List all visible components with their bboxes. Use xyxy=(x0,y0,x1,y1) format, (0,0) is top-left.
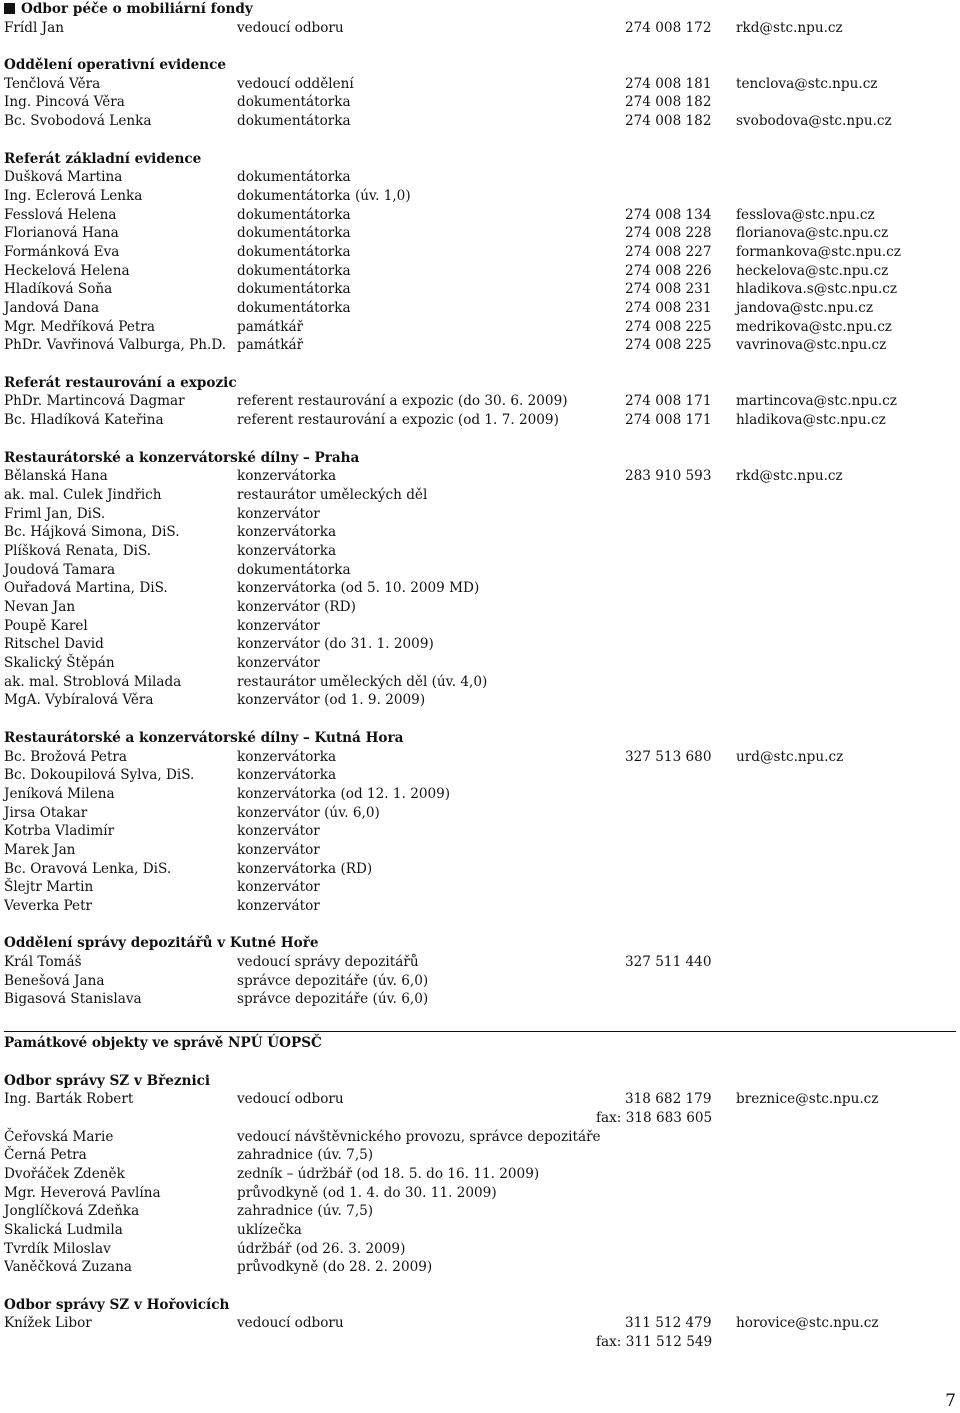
staff-row xyxy=(4,598,956,617)
staff-email[interactable]: svobodova@stc.npu.cz xyxy=(736,113,892,130)
staff-row xyxy=(4,1184,956,1203)
staff-row xyxy=(4,1146,956,1165)
staff-phone: 274 008 182 xyxy=(625,94,712,111)
staff-name: Frídl Jan xyxy=(4,19,64,36)
staff-email[interactable]: fesslova@stc.npu.cz xyxy=(736,206,875,223)
section-spacer xyxy=(4,355,956,374)
staff-email[interactable]: vavrinova@stc.npu.cz xyxy=(736,337,887,354)
staff-email[interactable]: hladikova.s@stc.npu.cz xyxy=(736,281,898,298)
staff-row xyxy=(4,19,956,38)
staff-email[interactable]: urd@stc.npu.cz xyxy=(736,748,844,765)
staff-role: dokumentátorka xyxy=(237,113,351,130)
part-two-rule xyxy=(4,1031,956,1053)
staff-role: správce depozitáře (úv. 6,0) xyxy=(237,991,429,1008)
staff-role: konzervátor (RD) xyxy=(237,599,356,615)
staff-role: dokumentátorka xyxy=(237,262,351,279)
staff-name: Mgr. Medříková Petra xyxy=(4,318,155,335)
staff-row xyxy=(4,822,956,841)
staff-role: konzervátorka (od 5. 10. 2009 MD) xyxy=(237,580,480,597)
staff-role: konzervátorka xyxy=(237,524,337,541)
staff-row xyxy=(4,299,956,318)
staff-role: vedoucí návštěvnického provozu, správce depozitáře xyxy=(237,1128,601,1145)
staff-phone: 274 008 171 xyxy=(625,393,712,410)
staff-name: Plíšková Renata, DiS. xyxy=(4,542,152,559)
staff-name: Joudová Tamara xyxy=(4,561,116,578)
staff-phone: 274 008 225 xyxy=(625,337,712,354)
staff-row xyxy=(4,112,956,131)
staff-role: vedoucí odboru xyxy=(237,1091,344,1108)
staff-role: průvodkyně (od 1. 4. do 30. 11. 2009) xyxy=(237,1184,497,1201)
staff-role: dokumentátorka xyxy=(237,169,351,186)
staff-name: Skalická Ludmila xyxy=(4,1222,123,1238)
staff-name: Formánková Eva xyxy=(4,243,120,260)
staff-name: Jonglíčková Zdeňka xyxy=(4,1203,140,1220)
section-title-text: Oddělení správy depozitářů v Kutné Hoře xyxy=(4,935,319,952)
staff-phone: 274 008 231 xyxy=(625,281,712,298)
staff-row xyxy=(4,505,956,524)
staff-name: Tenčlová Věra xyxy=(4,75,101,92)
staff-role: konzervátor (od 1. 9. 2009) xyxy=(237,692,426,709)
staff-row xyxy=(4,785,956,804)
staff-role: konzervátor (do 31. 1. 2009) xyxy=(237,636,434,653)
staff-role: dokumentátorka xyxy=(237,94,351,111)
staff-name: Dvořáček Zdeněk xyxy=(4,1165,125,1182)
staff-phone: 274 008 182 xyxy=(625,113,712,130)
staff-row xyxy=(4,187,956,206)
staff-role: dokumentátorka (úv. 1,0) xyxy=(237,187,411,204)
section-title-text: Oddělení operativní evidence xyxy=(4,57,227,74)
staff-name: Bc. Hájková Simona, DiS. xyxy=(4,524,180,541)
staff-row xyxy=(4,467,956,486)
staff-name: Marek Jan xyxy=(4,841,76,858)
staff-row xyxy=(4,841,956,860)
staff-row xyxy=(4,1333,956,1352)
staff-row xyxy=(4,93,956,112)
staff-role: referent restaurování a expozic (od 1. 7. 2009) xyxy=(237,412,559,429)
section-spacer xyxy=(4,131,956,150)
staff-name: Bc. Brožová Petra xyxy=(4,748,128,765)
staff-phone: 274 008 181 xyxy=(625,75,712,92)
staff-name: Vaněčková Zuzana xyxy=(4,1259,132,1276)
staff-role: konzervátor (úv. 6,0) xyxy=(237,804,380,821)
staff-name: Nevan Jan xyxy=(4,599,76,615)
section-title-text: Odbor správy SZ v Hořovicích xyxy=(4,1296,230,1313)
staff-phone: 327 513 680 xyxy=(625,748,712,765)
section-title-odbor-spravy-sz-v-horovicich xyxy=(4,1296,956,1315)
part-two xyxy=(4,1072,956,1352)
staff-name: Mgr. Heverová Pavlína xyxy=(4,1184,161,1201)
directory-document xyxy=(4,0,956,1352)
staff-row xyxy=(4,561,956,580)
staff-name: Jandová Dana xyxy=(4,300,100,316)
staff-phone: 274 008 225 xyxy=(625,318,712,335)
staff-role: konzervátor xyxy=(237,617,320,634)
section-title-text: Odbor správy SZ v Březnici xyxy=(4,1072,211,1089)
staff-row xyxy=(4,1314,956,1333)
staff-row xyxy=(4,542,956,561)
staff-email[interactable]: breznice@stc.npu.cz xyxy=(736,1091,879,1108)
staff-row xyxy=(4,878,956,897)
staff-name: Friml Jan, DiS. xyxy=(4,505,106,522)
staff-fax: fax: 318 683 605 xyxy=(596,1109,713,1126)
part-one xyxy=(4,0,956,1009)
staff-role: vedoucí oddělení xyxy=(237,75,354,92)
staff-row xyxy=(4,804,956,823)
section-title-oddeleni-spravy-depozitaru-v-kutne-hore xyxy=(4,934,956,953)
staff-role: památkář xyxy=(237,318,304,335)
staff-name: PhDr. Vavřinová Valburga, Ph.D. xyxy=(4,337,227,354)
staff-name: Bc. Oravová Lenka, DiS. xyxy=(4,860,172,877)
staff-row xyxy=(4,691,956,710)
staff-name: Ouřadová Martina, DiS. xyxy=(4,580,168,597)
staff-role: konzervátor xyxy=(237,879,320,896)
staff-name: Dušková Martina xyxy=(4,169,123,186)
section-spacer xyxy=(4,1277,956,1296)
staff-email[interactable]: formankova@stc.npu.cz xyxy=(736,243,901,260)
staff-row xyxy=(4,1090,956,1109)
staff-name: Benešová Jana xyxy=(4,972,105,989)
section-spacer xyxy=(4,710,956,729)
staff-row xyxy=(4,953,956,972)
staff-role: památkář xyxy=(237,337,304,354)
staff-email[interactable]: rkd@stc.npu.cz xyxy=(736,19,843,36)
staff-email[interactable]: rkd@stc.npu.cz xyxy=(736,468,843,485)
staff-row xyxy=(4,673,956,692)
staff-row xyxy=(4,523,956,542)
staff-role: konzervátorka (RD) xyxy=(237,860,373,877)
staff-name: Heckelová Helena xyxy=(4,262,130,279)
part-two-title: Památkové objekty ve správě NPÚ ÚOPSČ xyxy=(4,1035,322,1052)
staff-name: Skalický Štěpán xyxy=(4,655,115,672)
staff-role: vedoucí odboru xyxy=(237,19,344,36)
staff-role: konzervátor xyxy=(237,898,320,914)
staff-row xyxy=(4,206,956,225)
staff-role: dokumentátorka xyxy=(237,300,351,316)
staff-row xyxy=(4,897,956,916)
staff-role: dokumentátorka xyxy=(237,206,351,223)
staff-name: Král Tomáš xyxy=(4,954,82,971)
staff-role: konzervátorka xyxy=(237,542,337,559)
staff-name: Bc. Hladíková Kateřina xyxy=(4,412,164,429)
staff-role: zahradnice (úv. 7,5) xyxy=(237,1203,374,1220)
staff-role: vedoucí správy depozitářů xyxy=(237,954,419,971)
staff-name: PhDr. Martincová Dagmar xyxy=(4,393,185,410)
staff-phone: 274 008 227 xyxy=(625,243,712,260)
staff-role: dokumentátorka xyxy=(237,243,351,260)
section-title-odbor-spravy-sz-v-breznici xyxy=(4,1072,956,1091)
page-number: 7 xyxy=(945,1391,956,1411)
staff-row xyxy=(4,654,956,673)
staff-row xyxy=(4,1221,956,1240)
spacer xyxy=(4,1053,956,1072)
staff-phone: 274 008 231 xyxy=(625,300,712,316)
staff-row xyxy=(4,990,956,1009)
staff-role: správce depozitáře (úv. 6,0) xyxy=(237,972,429,989)
staff-row xyxy=(4,1202,956,1221)
staff-name: Kotrba Vladimír xyxy=(4,823,115,840)
staff-row xyxy=(4,1258,956,1277)
staff-name: Poupě Karel xyxy=(4,617,88,634)
staff-name: Čeřovská Marie xyxy=(4,1128,114,1145)
staff-email[interactable]: hladikova@stc.npu.cz xyxy=(736,412,886,429)
staff-row xyxy=(4,392,956,411)
staff-email[interactable]: heckelova@stc.npu.cz xyxy=(736,262,889,279)
staff-row xyxy=(4,1240,956,1259)
staff-row xyxy=(4,243,956,262)
section-title-odbor-pece-o-mobiliarni-fondy xyxy=(4,0,956,19)
staff-name: Bigasová Stanislava xyxy=(4,991,142,1008)
staff-name: Šlejtr Martin xyxy=(4,879,94,896)
staff-role: konzervátor xyxy=(237,655,320,672)
staff-name: Knížek Libor xyxy=(4,1315,92,1332)
staff-email[interactable]: horovice@stc.npu.cz xyxy=(736,1315,879,1332)
staff-row xyxy=(4,635,956,654)
staff-row xyxy=(4,336,956,355)
staff-row xyxy=(4,75,956,94)
staff-role: konzervátorka xyxy=(237,748,337,765)
staff-row xyxy=(4,579,956,598)
staff-row xyxy=(4,617,956,636)
staff-role: dokumentátorka xyxy=(237,561,351,578)
staff-row xyxy=(4,318,956,337)
staff-name: Ing. Barták Robert xyxy=(4,1091,134,1108)
staff-row xyxy=(4,860,956,879)
section-title-text: Referát restaurování a expozic xyxy=(4,374,237,391)
staff-phone: 274 008 171 xyxy=(625,412,712,429)
section-title-text: Referát základní evidence xyxy=(4,150,202,167)
staff-name: Bc. Dokoupilová Sylva, DiS. xyxy=(4,767,195,784)
section-spacer xyxy=(4,916,956,935)
staff-role: uklízečka xyxy=(237,1222,302,1238)
section-title-text: Odbor péče o mobiliární fondy xyxy=(21,1,253,17)
staff-role: dokumentátorka xyxy=(237,281,351,298)
staff-role: zahradnice (úv. 7,5) xyxy=(237,1147,374,1164)
staff-row xyxy=(4,748,956,767)
staff-phone: 274 008 228 xyxy=(625,225,712,242)
staff-row xyxy=(4,411,956,430)
staff-name: Bělanská Hana xyxy=(4,468,108,485)
staff-name: Černá Petra xyxy=(4,1147,87,1164)
staff-email[interactable]: tenclova@stc.npu.cz xyxy=(736,75,878,92)
staff-role: konzervátor xyxy=(237,841,320,858)
staff-role: konzervátorka xyxy=(237,468,337,485)
staff-row xyxy=(4,766,956,785)
staff-email[interactable]: jandova@stc.npu.cz xyxy=(736,300,874,316)
staff-role: restaurátor uměleckých děl xyxy=(237,486,428,503)
staff-role: zedník – údržbář (od 18. 5. do 16. 11. 2009) xyxy=(237,1165,540,1182)
staff-row xyxy=(4,280,956,299)
staff-role: konzervátor xyxy=(237,505,320,522)
staff-row xyxy=(4,1128,956,1147)
staff-name: Ing. Eclerová Lenka xyxy=(4,187,143,204)
staff-row xyxy=(4,168,956,187)
staff-name: Fesslová Helena xyxy=(4,206,117,223)
staff-row xyxy=(4,486,956,505)
section-title-restauratorske-a-konzervatorske-dilny-kutna-hora xyxy=(4,729,956,748)
staff-role: konzervátorka xyxy=(237,767,337,784)
staff-name: MgA. Vybíralová Věra xyxy=(4,692,154,709)
section-title-referat-restaurovani-a-expozic xyxy=(4,374,956,393)
staff-role: dokumentátorka xyxy=(237,225,351,242)
staff-name: Bc. Svobodová Lenka xyxy=(4,113,152,130)
staff-name: Jeníková Milena xyxy=(4,785,115,802)
staff-phone: 318 682 179 xyxy=(625,1091,712,1108)
staff-name: ak. mal. Stroblová Milada xyxy=(4,673,182,690)
staff-role: konzervátorka (od 12. 1. 2009) xyxy=(237,785,451,802)
square-bullet-icon xyxy=(4,3,15,14)
section-spacer xyxy=(4,37,956,56)
staff-name: Hladíková Soňa xyxy=(4,281,113,298)
staff-phone: 274 008 172 xyxy=(625,19,712,36)
staff-role: restaurátor uměleckých děl (úv. 4,0) xyxy=(237,673,488,690)
staff-phone: 283 910 593 xyxy=(625,468,712,485)
staff-email[interactable]: martincova@stc.npu.cz xyxy=(736,393,897,410)
section-title-restauratorske-a-konzervatorske-dilny-praha xyxy=(4,449,956,468)
staff-email[interactable]: florianova@stc.npu.cz xyxy=(736,225,889,242)
section-title-referat-zakladni-evidence xyxy=(4,150,956,169)
staff-role: vedoucí odboru xyxy=(237,1315,344,1332)
staff-name: Veverka Petr xyxy=(4,898,93,914)
staff-fax: fax: 311 512 549 xyxy=(596,1334,713,1351)
staff-role: referent restaurování a expozic (do 30. 6. 2009) xyxy=(237,393,568,410)
staff-role: údržbář (od 26. 3. 2009) xyxy=(237,1240,406,1257)
section-spacer xyxy=(4,430,956,449)
staff-row xyxy=(4,1165,956,1184)
staff-row xyxy=(4,262,956,281)
staff-email[interactable]: medrikova@stc.npu.cz xyxy=(736,318,892,335)
staff-name: Florianová Hana xyxy=(4,225,119,242)
staff-phone: 274 008 226 xyxy=(625,262,712,279)
staff-name: Jirsa Otakar xyxy=(4,804,88,821)
section-title-text: Restaurátorské a konzervátorské dílny – Kutná Hora xyxy=(4,729,404,746)
staff-name: Tvrdík Miloslav xyxy=(4,1240,111,1257)
staff-name: ak. mal. Culek Jindřich xyxy=(4,486,162,503)
staff-name: Ritschel David xyxy=(4,636,104,653)
section-title-oddeleni-operativni-evidence xyxy=(4,56,956,75)
section-title-text: Restaurátorské a konzervátorské dílny – Praha xyxy=(4,449,360,466)
staff-role: konzervátor xyxy=(237,823,320,840)
staff-row xyxy=(4,972,956,991)
staff-phone: 327 511 440 xyxy=(625,954,712,971)
staff-name: Ing. Pincová Věra xyxy=(4,94,125,111)
staff-row xyxy=(4,224,956,243)
staff-role: průvodkyně (do 28. 2. 2009) xyxy=(237,1259,433,1276)
staff-row xyxy=(4,1109,956,1128)
staff-phone: 274 008 134 xyxy=(625,206,712,223)
staff-phone: 311 512 479 xyxy=(625,1315,712,1332)
